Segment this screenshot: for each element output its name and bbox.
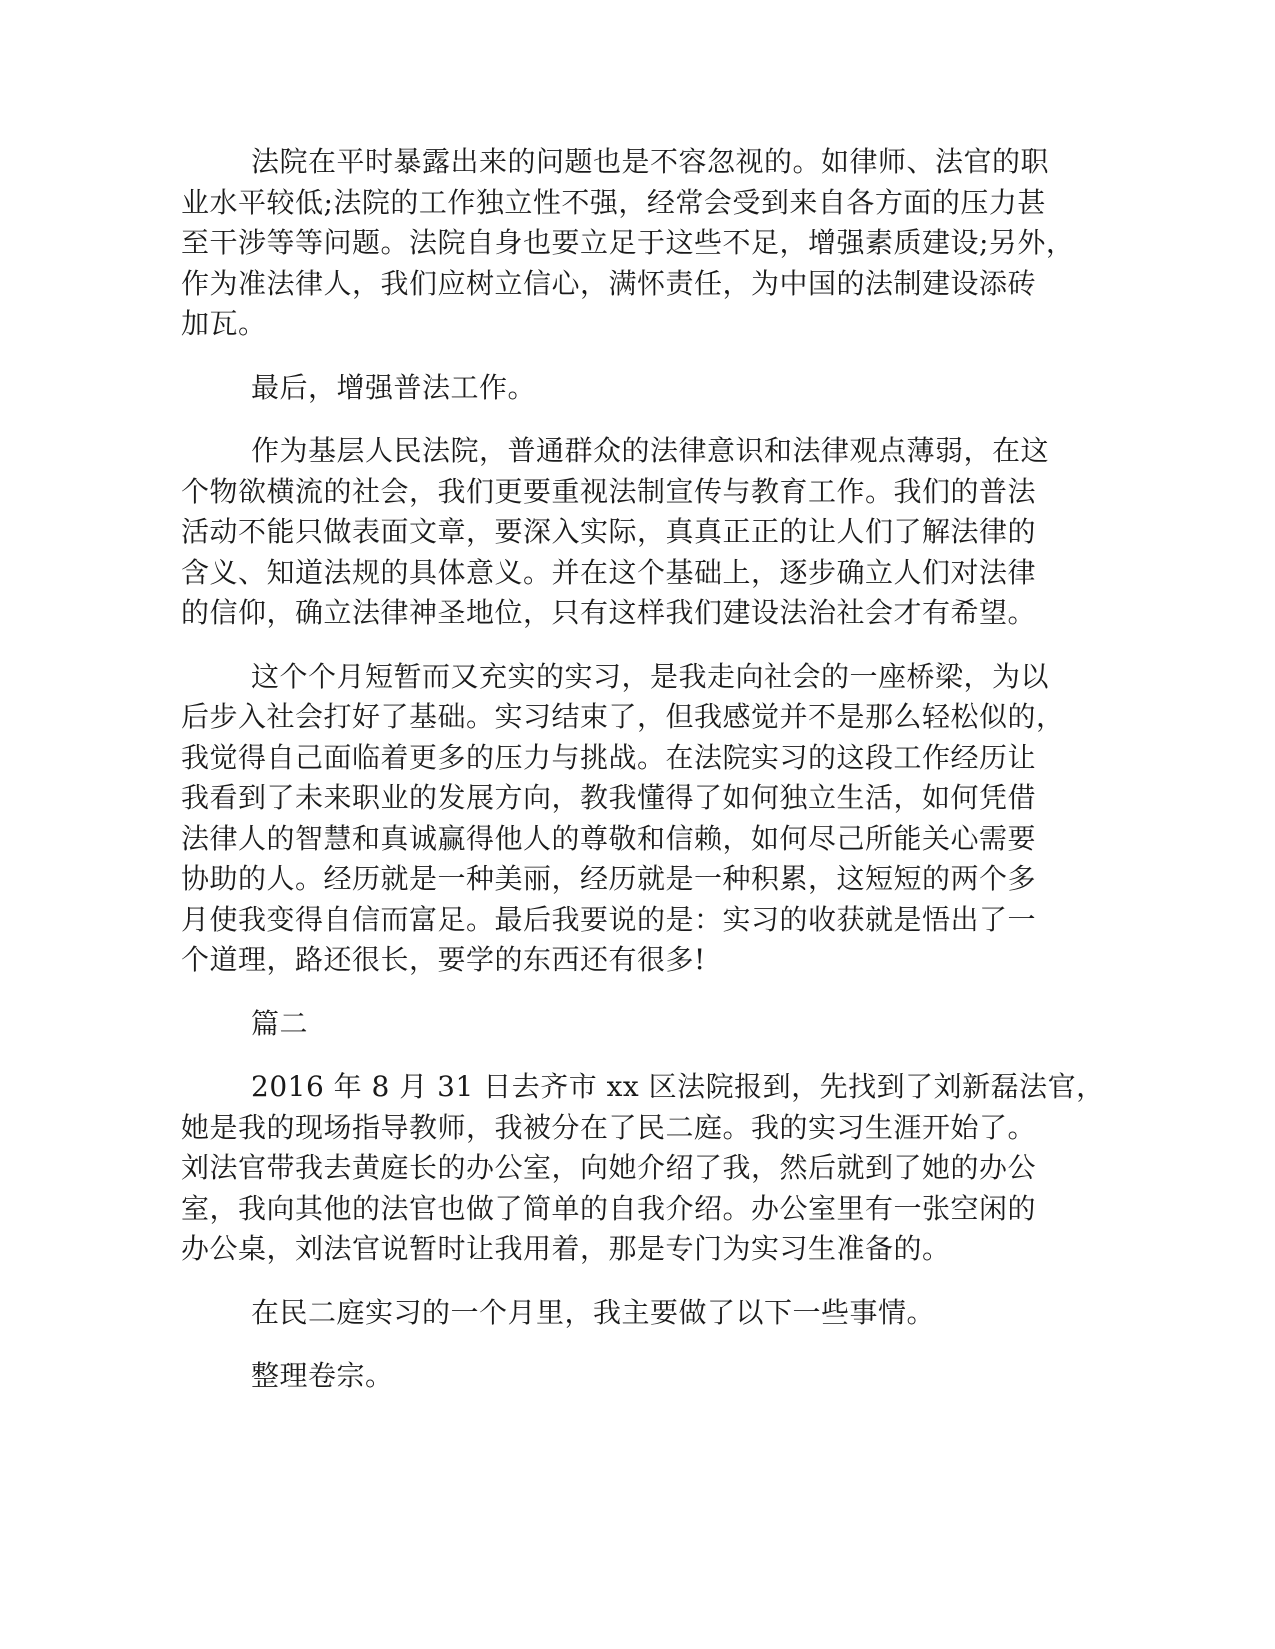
text-line: 在民二庭实习的一个月里，我主要做了以下一些事情。 — [251, 1295, 936, 1329]
text-line: 活动不能只做表面文章，要深入实际，真真正正的让人们了解法律的 — [181, 515, 1037, 548]
text-line: 加瓦。 — [181, 307, 267, 340]
section-heading: 篇二 — [251, 1006, 309, 1040]
text-line: 最后，增强普法工作。 — [251, 370, 537, 404]
paragraph-spacer — [181, 981, 1061, 1004]
text-line: 2016 年 8 月 31 日去齐市 xx 区法院报到，先找到了刘新磊法官， — [251, 1070, 1105, 1103]
paragraph-part-two-heading — [181, 1004, 1061, 1045]
paragraph-spacer — [181, 345, 1061, 368]
paragraph-report-day — [181, 1067, 1105, 1270]
text-line: 月使我变得自信而富足。最后我要说的是：实习的收获就是悟出了一 — [181, 902, 1037, 936]
text-line: 她是我的现场指导教师，我被分在了民二庭。我的实习生涯开始了。 — [181, 1110, 1037, 1144]
document-body — [181, 142, 1105, 1397]
paragraph-spacer — [181, 1044, 1061, 1067]
text-line: 个道理，路还很长，要学的东西还有很多! — [181, 943, 706, 976]
text-line: 含义、知道法规的具体意义。并在这个基础上，逐步确立人们对法律 — [181, 555, 1037, 589]
text-line: 办公桌，刘法官说暂时让我用着，那是专门为实习生准备的。 — [181, 1232, 951, 1265]
paragraph-month-summary — [181, 1293, 1061, 1334]
paragraph-spacer — [181, 634, 1061, 657]
text-line: 的信仰，确立法律神圣地位，只有这样我们建设法治社会才有希望。 — [181, 596, 1037, 629]
text-line: 这个个月短暂而又充实的实习，是我走向社会的一座桥梁，为以 — [251, 659, 1050, 693]
paragraph-internship-reflection — [181, 657, 1065, 981]
paragraph-finally-heading — [181, 368, 1061, 409]
paragraph-legal-education — [181, 431, 1061, 634]
paragraph-spacer — [181, 1333, 1061, 1356]
text-line: 我看到了未来职业的发展方向，教我懂得了如何独立生活，如何凭借 — [181, 781, 1037, 814]
text-line: 后步入社会打好了基础。实习结束了，但我感觉并不是那么轻松似的， — [181, 700, 1065, 733]
text-line: 协助的人。经历就是一种美丽，经历就是一种积累，这短短的两个多 — [181, 862, 1037, 895]
text-line: 至干涉等等问题。法院自身也要立足于这些不足，增强素质建设;另外， — [181, 226, 1075, 259]
text-line: 作为准法律人，我们应树立信心，满怀责任，为中国的法制建设添砖 — [181, 266, 1037, 300]
text-line: 作为基层人民法院，普通群众的法律意识和法律观点薄弱，在这 — [251, 434, 1050, 467]
text-line: 我觉得自己面临着更多的压力与挑战。在法院实习的这段工作经历让 — [181, 740, 1037, 774]
paragraph-organize-files — [181, 1356, 1061, 1397]
text-line: 业水平较低;法院的工作独立性不强，经常会受到来自各方面的压力甚 — [181, 185, 1046, 219]
paragraph-spacer — [181, 408, 1061, 431]
paragraph-court-problems — [181, 142, 1075, 345]
text-line: 室，我向其他的法官也做了简单的自我介绍。办公室里有一张空闲的 — [181, 1191, 1037, 1225]
paragraph-spacer — [181, 1270, 1061, 1293]
text-line: 整理卷宗。 — [251, 1359, 394, 1392]
text-line: 刘法官带我去黄庭长的办公室，向她介绍了我，然后就到了她的办公 — [181, 1151, 1037, 1184]
text-line: 个物欲横流的社会，我们更要重视法制宣传与教育工作。我们的普法 — [181, 474, 1037, 508]
text-line: 法律人的智慧和真诚赢得他人的尊敬和信赖，如何尽己所能关心需要 — [181, 821, 1037, 855]
text-line: 法院在平时暴露出来的问题也是不容忽视的。如律师、法官的职 — [251, 145, 1050, 178]
